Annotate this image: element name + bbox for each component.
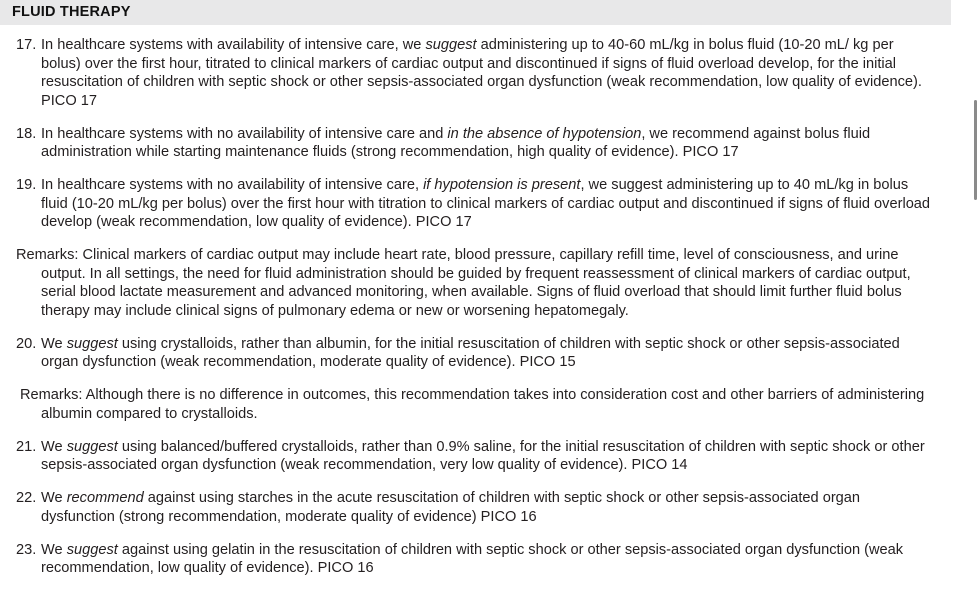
recommendation-17 xyxy=(0,36,936,110)
remarks-cardiac-output: Remarks: Clinical markers of cardiac output may include heart rate, blood pressure, capillary refill time, level of consciousness, and urine output. In all settings, the need for fluid administration should be guided by frequent reassessment of clinical markers of cardiac output, serial blood lactate measurement and advanced monitoring, when available. Signs of fluid overload that should limit further fluid bolus therapy may include clinical signs of pulmonary edema or new or worsening hepatomegaly. xyxy=(16,247,911,319)
recommendations-body xyxy=(0,36,951,592)
recommendation-number: 23. xyxy=(16,541,37,558)
section-header xyxy=(0,0,951,25)
recommendation-emphasis: recommend xyxy=(66,490,144,506)
recommendation-text-pre: We xyxy=(41,335,67,352)
recommendation-text-post: using balanced/buffered crystalloids, rather than 0.9% saline, for the initial resuscitation of children with septic shock or other sepsis-associated organ dysfunction (weak recommendation, very low quality of evidence). PICO 14 xyxy=(41,438,925,473)
recommendation-emphasis: in the absence of hypotension xyxy=(447,125,642,142)
recommendation-19 xyxy=(0,176,936,232)
recommendation-23 xyxy=(0,541,936,578)
recommendation-text-post: against using starches in the acute resuscitation of children with septic shock or other sepsis-associated organ dysfunction (strong recommendation, moderate quality of evidence) PICO 16 xyxy=(41,490,861,525)
recommendation-text-post: , we suggest administering up to 40 mL/kg in bolus fluid (10-20 mL/kg per bolus) over the first hour with titration to clinical markers of cardiac output and discontinued if signs of fluid overload develop (weak recommendation, low quality of evidence). PICO 17 xyxy=(41,177,931,230)
recommendation-text-pre: In healthcare systems with availability of intensive care, we xyxy=(41,37,426,53)
section-title: FLUID THERAPY xyxy=(12,4,131,20)
recommendation-emphasis: suggest xyxy=(66,335,118,352)
remarks-albumin: Remarks: Although there is no difference in outcomes, this recommendation takes into consideration cost and other barriers of administering albumin compared to crystalloids. xyxy=(20,387,925,422)
recommendation-emphasis: suggest xyxy=(66,438,118,455)
recommendation-number: 19. xyxy=(16,177,37,193)
recommendation-emphasis: suggest xyxy=(425,37,477,53)
recommendation-text-post: using crystalloids, rather than albumin, for the initial resuscitation of children with septic shock or other sepsis-associated organ dysfunction (weak recommendation, moderate quality of evidence). PICO 15 xyxy=(41,335,900,370)
recommendation-21 xyxy=(0,438,936,475)
recommendation-number: 21. xyxy=(16,438,37,455)
recommendation-number: 18. xyxy=(16,125,37,142)
recommendation-20 xyxy=(0,335,936,372)
recommendation-number: 20. xyxy=(16,335,37,352)
recommendation-number: 17. xyxy=(16,37,37,53)
recommendation-text-pre: We xyxy=(41,541,67,558)
recommendation-text-pre: We xyxy=(41,438,67,455)
recommendation-text-post: administering up to 40-60 mL/kg in bolus fluid (10-20 mL/ kg per bolus) over the first hour, titrated to clinical markers of cardiac output and discontinued if signs of fluid overload develop, for the initial resuscitation of children with septic shock or other sepsis-associated organ dysfunction (weak recommendation, low quality of evidence). PICO 17 xyxy=(41,37,922,109)
recommendation-22 xyxy=(0,489,936,526)
recommendation-text-pre: In healthcare systems with no availability of intensive care, xyxy=(41,177,424,193)
recommendation-text-pre: We xyxy=(41,490,67,506)
recommendation-text-pre: In healthcare systems with no availability of intensive care and xyxy=(41,125,448,142)
recommendation-text-post: , we recommend against bolus fluid administration while starting maintenance fluids (strong recommendation, high quality of evidence). PICO 17 xyxy=(41,125,871,160)
recommendation-text-post: against using gelatin in the resuscitation of children with septic shock or other sepsis-associated organ dysfunction (weak recommendation, low quality of evidence). PICO 16 xyxy=(41,541,904,576)
recommendation-emphasis: suggest xyxy=(66,541,118,558)
recommendation-18 xyxy=(0,125,936,162)
recommendation-number: 22. xyxy=(16,490,37,506)
recommendation-emphasis: if hypotension is present xyxy=(423,177,581,193)
